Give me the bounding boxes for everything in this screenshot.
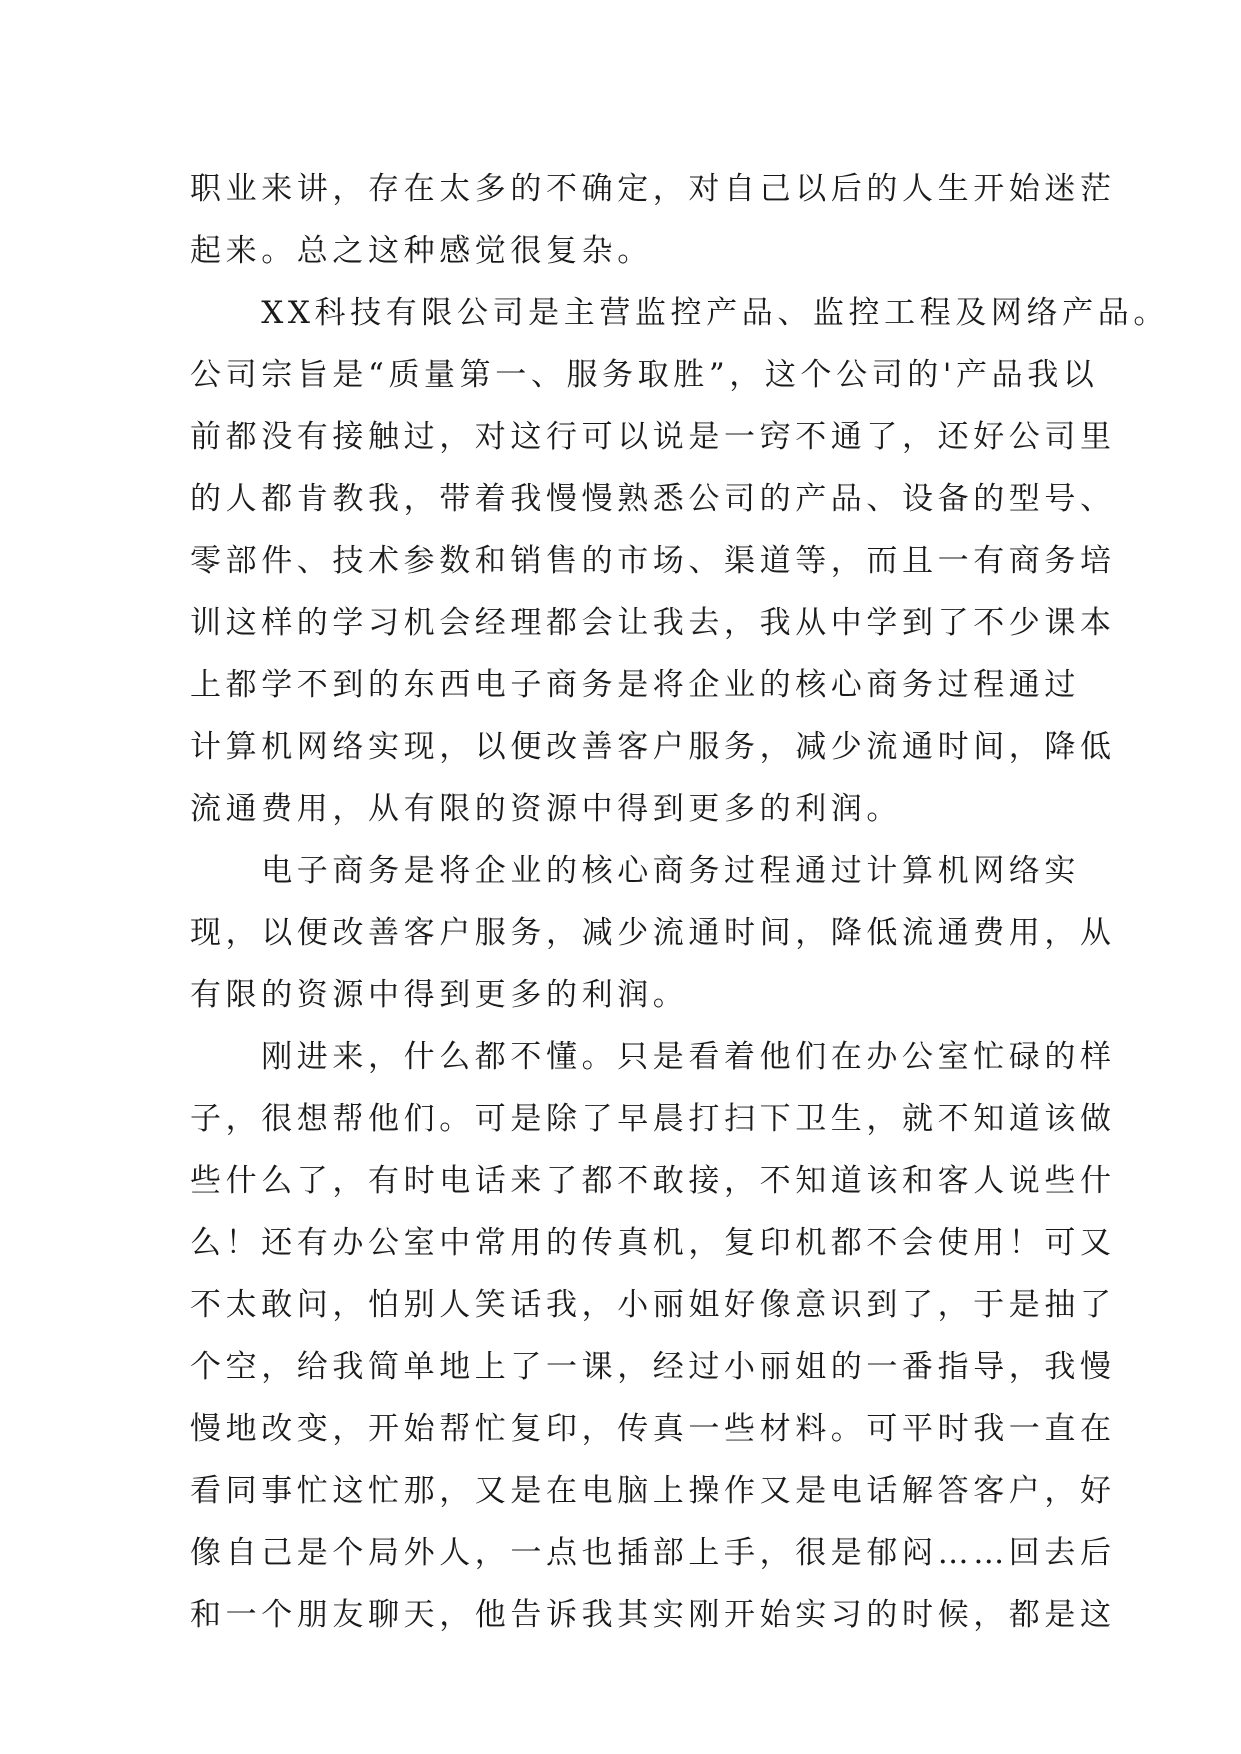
text-line: 子，很想帮他们。可是除了早晨打扫下卫生，就不知道该做 xyxy=(190,1101,1116,1137)
text-line: 现，以便改善客户服务，减少流通时间，降低流通费用，从 xyxy=(190,915,1116,951)
text-line: 和一个朋友聊天，他告诉我其实刚开始实习的时候，都是这 xyxy=(190,1597,1116,1633)
text-line: 像自己是个局外人，一点也插部上手，很是郁闷……回去后 xyxy=(190,1535,1116,1571)
text-line: 有限的资源中得到更多的利润。 xyxy=(190,977,689,1013)
text-line: 流通费用，从有限的资源中得到更多的利润。 xyxy=(190,791,902,827)
text-line: 么！还有办公室中常用的传真机，复印机都不会使用！可又 xyxy=(190,1225,1116,1261)
text-line: 不太敢问，怕别人笑话我，小丽姐好像意识到了，于是抽了 xyxy=(190,1287,1116,1323)
text-line: 上都学不到的东西电子商务是将企业的核心商务过程通过 xyxy=(190,667,1080,703)
text-line: 的人都肯教我，带着我慢慢熟悉公司的产品、设备的型号、 xyxy=(190,481,1116,517)
text-line: 个空，给我简单地上了一课，经过小丽姐的一番指导，我慢 xyxy=(190,1349,1116,1385)
text-line: 起来。总之这种感觉很复杂。 xyxy=(190,233,653,269)
text-line: 慢地改变，开始帮忙复印，传真一些材料。可平时我一直在 xyxy=(190,1411,1116,1447)
text-line: 职业来讲，存在太多的不确定，对自己以后的人生开始迷茫 xyxy=(190,171,1116,207)
body-text xyxy=(190,158,1169,1646)
text-line: 计算机网络实现，以便改善客户服务，减少流通时间，降低 xyxy=(190,729,1116,765)
text-line: XX科技有限公司是主营监控产品、监控工程及网络产品。 xyxy=(190,295,1169,331)
text-line: 前都没有接触过，对这行可以说是一窍不通了，还好公司里 xyxy=(190,419,1116,455)
text-line: 零部件、技术参数和销售的市场、渠道等，而且一有商务培 xyxy=(190,543,1116,579)
text-line: 刚进来，什么都不懂。只是看着他们在办公室忙碌的样 xyxy=(190,1039,1116,1075)
text-line: 电子商务是将企业的核心商务过程通过计算机网络实 xyxy=(190,853,1080,889)
text-line: 看同事忙这忙那，又是在电脑上操作又是电话解答客户，好 xyxy=(190,1473,1116,1509)
text-line: 些什么了，有时电话来了都不敢接，不知道该和客人说些什 xyxy=(190,1163,1116,1199)
text-line: 训这样的学习机会经理都会让我去，我从中学到了不少课本 xyxy=(190,605,1116,641)
text-line: 公司宗旨是“质量第一、服务取胜”，这个公司的'产品我以 xyxy=(190,357,1099,393)
